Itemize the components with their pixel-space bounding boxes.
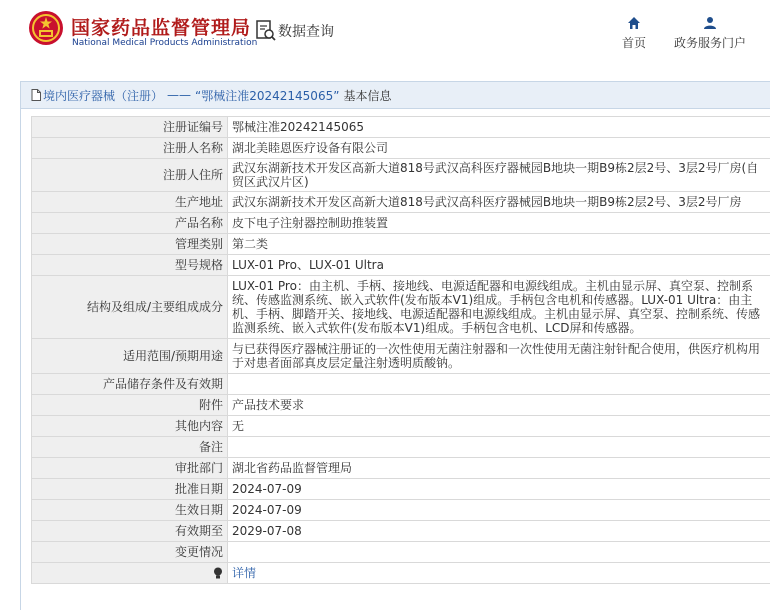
row-label: 附件: [32, 395, 228, 416]
row-value: 武汉东湖新技术开发区高新大道818号武汉高科医疗器械园B地块一期B9栋2层2号、3层2号厂房(自贸区武汉片区): [228, 159, 770, 192]
row-value: 2024-07-09: [228, 500, 770, 521]
row-label: 生效日期: [32, 500, 228, 521]
table-row: [32, 213, 770, 234]
table-row: [32, 255, 770, 276]
row-value: 鄂械注准20242145065: [228, 117, 770, 138]
table-row: [32, 159, 770, 192]
table-row: [32, 437, 770, 458]
detail-link[interactable]: 详情: [232, 566, 256, 580]
table-row: [32, 542, 770, 563]
row-label: 型号规格: [32, 255, 228, 276]
detail-panel: [20, 81, 770, 610]
row-label: 注册证编号: [32, 117, 228, 138]
national-emblem-icon: [28, 10, 64, 46]
nav-service-portal[interactable]: [672, 16, 748, 51]
row-value: 与已获得医疗器械注册证的一次性使用无菌注射器和一次性使用无菌注射针配合使用，供医疗机构用于对患者面部真皮层定量注射透明质酸钠。: [228, 339, 770, 374]
row-label: 其他内容: [32, 416, 228, 437]
data-query-label: 数据查询: [278, 21, 334, 41]
table-row: [32, 500, 770, 521]
table-row: [32, 117, 770, 138]
nav-home-label: 首页: [622, 36, 646, 50]
table-row: [32, 234, 770, 255]
home-icon: [627, 16, 641, 30]
breadcrumb-separator: ——: [167, 88, 191, 102]
breadcrumb-category-link[interactable]: 境内医疗器械（注册）: [43, 87, 163, 104]
row-label: 生产地址: [32, 192, 228, 213]
site-title: 国家药品监督管理局: [71, 13, 251, 40]
table-row: [32, 458, 770, 479]
table-row: [32, 192, 770, 213]
row-label: 适用范围/预期用途: [32, 339, 228, 374]
row-label: 变更情况: [32, 542, 228, 563]
breadcrumb: [21, 82, 770, 109]
row-value: 2029-07-08: [228, 521, 770, 542]
table-row: [32, 479, 770, 500]
row-label: 结构及组成/主要组成成分: [32, 276, 228, 339]
search-document-icon: [256, 20, 276, 42]
nav-home[interactable]: [620, 16, 648, 51]
table-row: [32, 416, 770, 437]
row-value: 产品技术要求: [228, 395, 770, 416]
registration-info-table: [31, 116, 770, 584]
row-label: 产品名称: [32, 213, 228, 234]
row-label: 备注: [32, 437, 228, 458]
document-icon: [31, 89, 41, 101]
table-row: [32, 374, 770, 395]
row-label: 有效期至: [32, 521, 228, 542]
row-value: 皮下电子注射器控制助推装置: [228, 213, 770, 234]
site-subtitle: National Medical Products Administration: [72, 38, 257, 48]
row-value: 湖北美睦恩医疗设备有限公司: [228, 138, 770, 159]
row-label: 注册人名称: [32, 138, 228, 159]
row-value: 湖北省药品监督管理局: [228, 458, 770, 479]
detail-row-label: [32, 563, 228, 584]
site-header: [0, 0, 770, 66]
user-icon: [703, 16, 717, 30]
row-value: LUX-01 Pro：由主机、手柄、接地线、电源适配器和电源线组成。主机由显示屏、真空泵、控制系统、传感监测系统、嵌入式软件(发布版本V1)组成。手柄包含电机和传感器。LUX-01 Ultra：由主机、手柄、脚踏开关、接地线、电源适配器和电源线组成。主机由显示屏、真空泵、控制系统、传感监测系统、嵌入式软件(发布版本V1)组成。手柄包含电机、LCD屏和传感器。: [228, 276, 770, 339]
row-value: 2024-07-09: [228, 479, 770, 500]
data-query-link[interactable]: [256, 20, 334, 42]
row-value: [228, 374, 770, 395]
row-label: 管理类别: [32, 234, 228, 255]
table-row: [32, 521, 770, 542]
row-value: [228, 437, 770, 458]
breadcrumb-suffix: 基本信息: [343, 87, 391, 104]
table-row: [32, 138, 770, 159]
row-value: 无: [228, 416, 770, 437]
lightbulb-icon: [213, 567, 223, 579]
table-row: [32, 276, 770, 339]
detail-row-value: [228, 563, 770, 584]
table-row: [32, 563, 770, 584]
row-value: LUX-01 Pro、LUX-01 Ultra: [228, 255, 770, 276]
nav-service-portal-label: 政务服务门户: [674, 36, 746, 50]
breadcrumb-record: “鄂械注准20242145065”: [195, 87, 339, 104]
row-label: 产品储存条件及有效期: [32, 374, 228, 395]
row-value: 第二类: [228, 234, 770, 255]
table-row: [32, 395, 770, 416]
row-value: 武汉东湖新技术开发区高新大道818号武汉高科医疗器械园B地块一期B9栋2层2号、3层2号厂房: [228, 192, 770, 213]
row-label: 批准日期: [32, 479, 228, 500]
row-label: 注册人住所: [32, 159, 228, 192]
row-value: [228, 542, 770, 563]
row-label: 审批部门: [32, 458, 228, 479]
table-row: [32, 339, 770, 374]
